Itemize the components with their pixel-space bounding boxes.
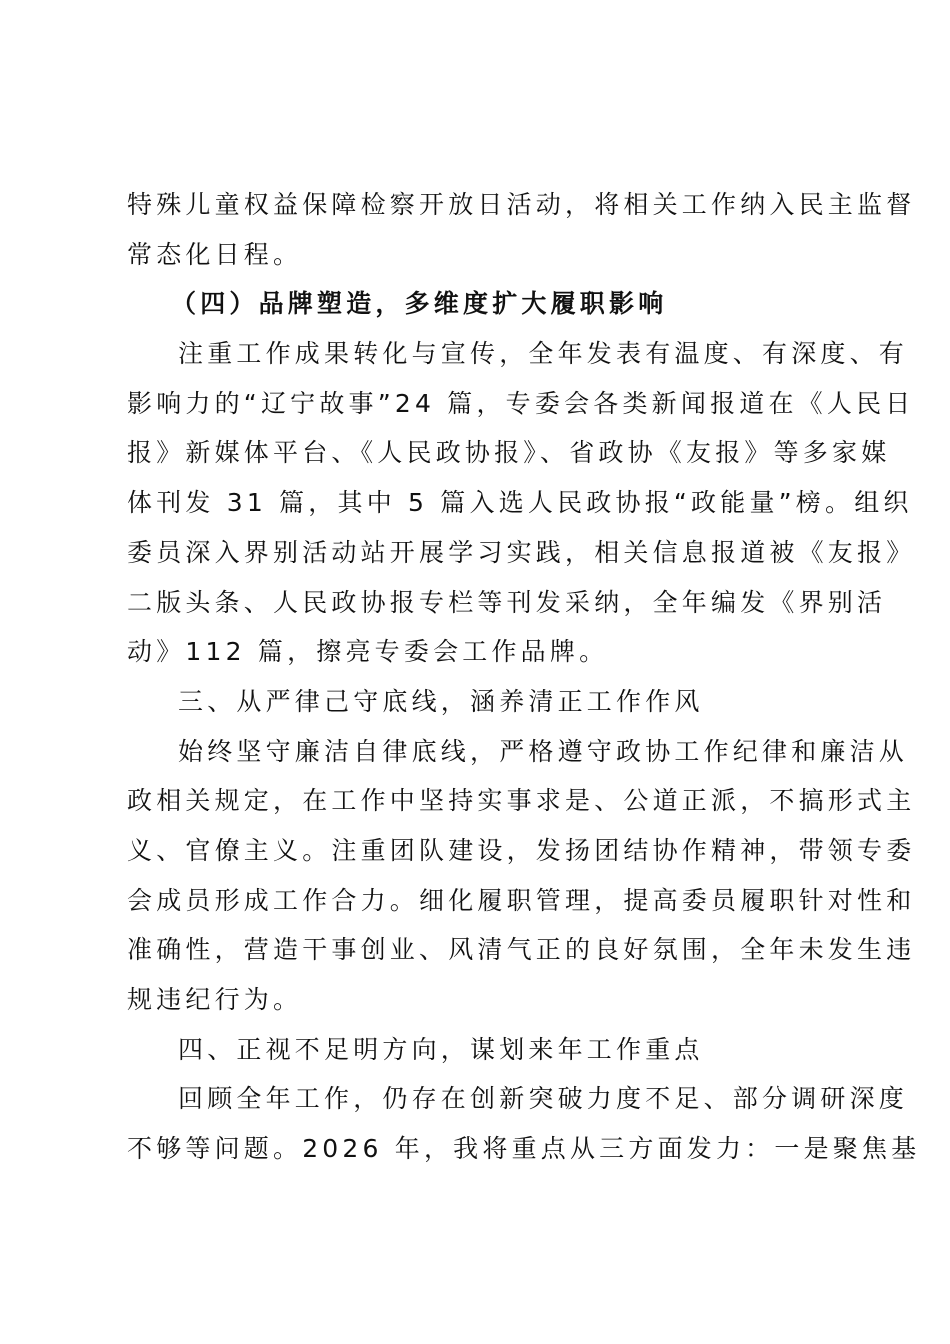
body-line: 委员深入界别活动站开展学习实践，相关信息报道被《友报》 [127,537,916,567]
body-line: 准确性，营造干事创业、风清气正的良好氛围，全年未发生违 [127,935,916,965]
body-line: 不够等问题。2026 年，我将重点从三方面发力：一是聚焦基 [127,1134,921,1164]
body-line: 动》112 篇，擦亮专委会工作品牌。 [127,637,609,667]
subheading-brand-building: （四）品牌塑造，多维度扩大履职影响 [171,289,668,319]
paragraph-start-line: 注重工作成果转化与宣传，全年发表有温度、有深度、有 [178,339,909,369]
body-line: 影响力的“辽宁故事”24 篇，专委会各类新闻报道在《人民日 [127,388,915,418]
document-page [127,180,921,1174]
paragraph-start-line: 回顾全年工作，仍存在创新突破力度不足、部分调研深度 [178,1084,909,1114]
body-line: 报》新媒体平台、《人民政协报》、省政协《友报》等多家媒 [127,438,891,468]
body-line: 规违纪行为。 [127,985,303,1014]
section-heading-four: 四、正视不足明方向，谋划来年工作重点 [178,1034,704,1064]
body-line: 二版头条、人民政协报专栏等刊发采纳，全年编发《界别活 [127,587,887,617]
paragraph-start-line: 始终坚守廉洁自律底线，严格遵守政协工作纪律和廉洁从 [178,736,909,766]
section-heading-three: 三、从严律己守底线，涵养清正工作作风 [178,686,704,716]
body-line: 政相关规定，在工作中坚持实事求是、公道正派，不搞形式主 [127,786,916,816]
body-line: 会成员形成工作合力。细化履职管理，提高委员履职针对性和 [127,885,916,915]
body-line: 体刊发 31 篇，其中 5 篇入选人民政协报“政能量”榜。组织 [127,488,913,518]
body-line: 特殊儿童权益保障检察开放日活动，将相关工作纳入民主监督 [127,190,916,219]
body-line: 义、官僚主义。注重团队建设，发扬团结协作精神，带领专委 [127,835,916,865]
body-line: 常态化日程。 [127,239,303,269]
